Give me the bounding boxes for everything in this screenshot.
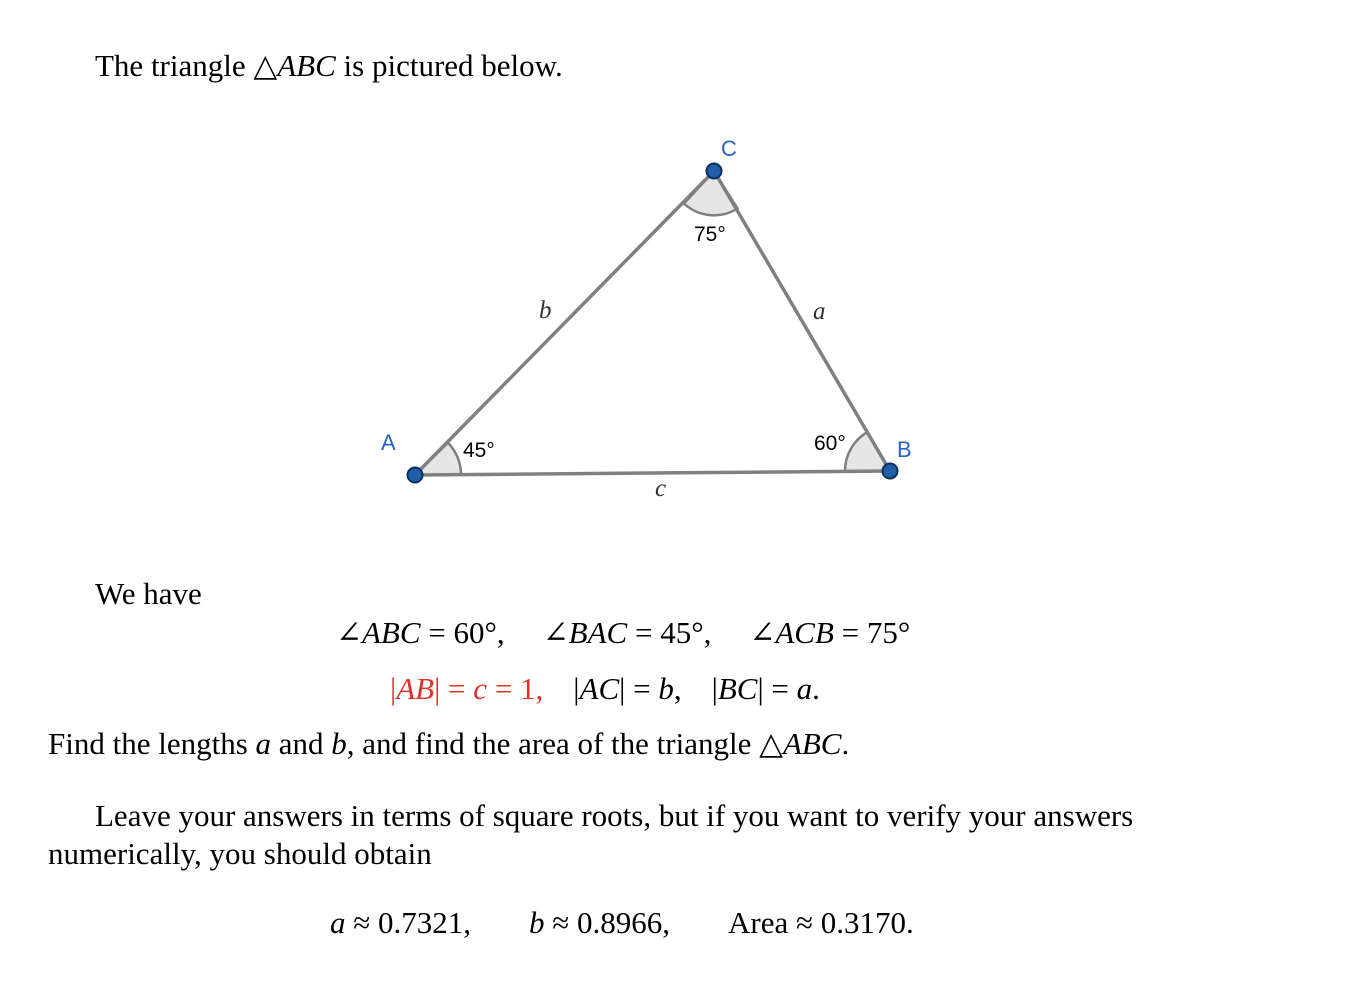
var-b: b [529,905,545,940]
abs-open: | [573,671,580,706]
angle-value-acb: = 75° [833,615,911,650]
var-b: b [658,671,674,706]
vertex-label-c: C [721,136,737,161]
vertex-a [408,468,423,483]
ab-value: = 1, [487,671,544,706]
side-label-b: b [539,297,552,324]
vertex-b [883,464,898,479]
side-name-ab: AB [396,671,435,706]
vertex-label-b: B [897,437,912,462]
find-instruction [48,724,849,764]
leave-text-line-2: numerically, you should obtain [48,836,432,871]
side-name-bc: BC [717,671,758,706]
vertex-c [707,164,722,179]
triangle-name: ABC [277,48,336,83]
ab-equation [390,671,543,706]
edge-ac [415,171,714,475]
angle-label-b: 60° [814,432,846,455]
abs-open: | [390,671,397,706]
b-approx-value: ≈ 0.8966, [544,905,671,940]
side-label-a: a [813,298,826,325]
angle-value-bac: = 45°, [627,615,712,650]
period: . [812,671,820,706]
period: . [841,726,850,761]
var-a: a [330,905,346,940]
edge-bc [714,171,890,471]
find-text-2: and [271,726,332,761]
angle-symbol: ∠ [336,615,362,650]
intro-text: The triangle [95,48,254,83]
angle-symbol: ∠ [749,615,776,650]
a-approx-value: ≈ 0.7321, [345,905,472,940]
abs-open: | [711,671,718,706]
angle-symbol: ∠ [542,615,569,650]
abs-close: | = [619,671,659,706]
edge-ab [415,471,890,475]
vertex-label-a: A [381,430,396,455]
area-approx-value: ≈ 0.3170. [788,905,914,940]
angle-label-a: 45° [463,439,495,462]
angle-label-c: 75° [694,223,726,246]
we-have-text: We have [95,576,202,611]
angle-equations [336,613,910,653]
abs-close: | = [434,671,474,706]
side-name-ac: AC [579,671,620,706]
find-text-3: , and find the area of the triangle [346,726,760,761]
angle-value-abc: = 60°, [420,615,505,650]
var-b: b [331,726,347,761]
length-equations [390,669,820,709]
triangle-name: ABC [782,726,842,761]
find-text-1: Find the lengths [48,726,256,761]
triangle-symbol: △ [759,726,783,761]
var-c: c [473,671,488,706]
side-label-c: c [655,475,667,502]
area-label: Area [728,905,789,940]
abs-close: | = [757,671,797,706]
var-a: a [255,726,272,761]
leave-text-line-1: Leave your answers in terms of square roots, but if you want to verify your answers [95,798,1134,833]
angle-name-bac: BAC [568,615,628,650]
comma: , [673,671,682,706]
triangle-symbol: △ [253,48,278,83]
var-a: a [796,671,813,706]
angle-name-acb: ACB [775,615,834,650]
numeric-answers [330,903,914,943]
angle-arc-b [845,432,890,472]
angle-name-abc: ABC [361,615,421,650]
intro-suffix: is pictured below. [335,48,563,83]
